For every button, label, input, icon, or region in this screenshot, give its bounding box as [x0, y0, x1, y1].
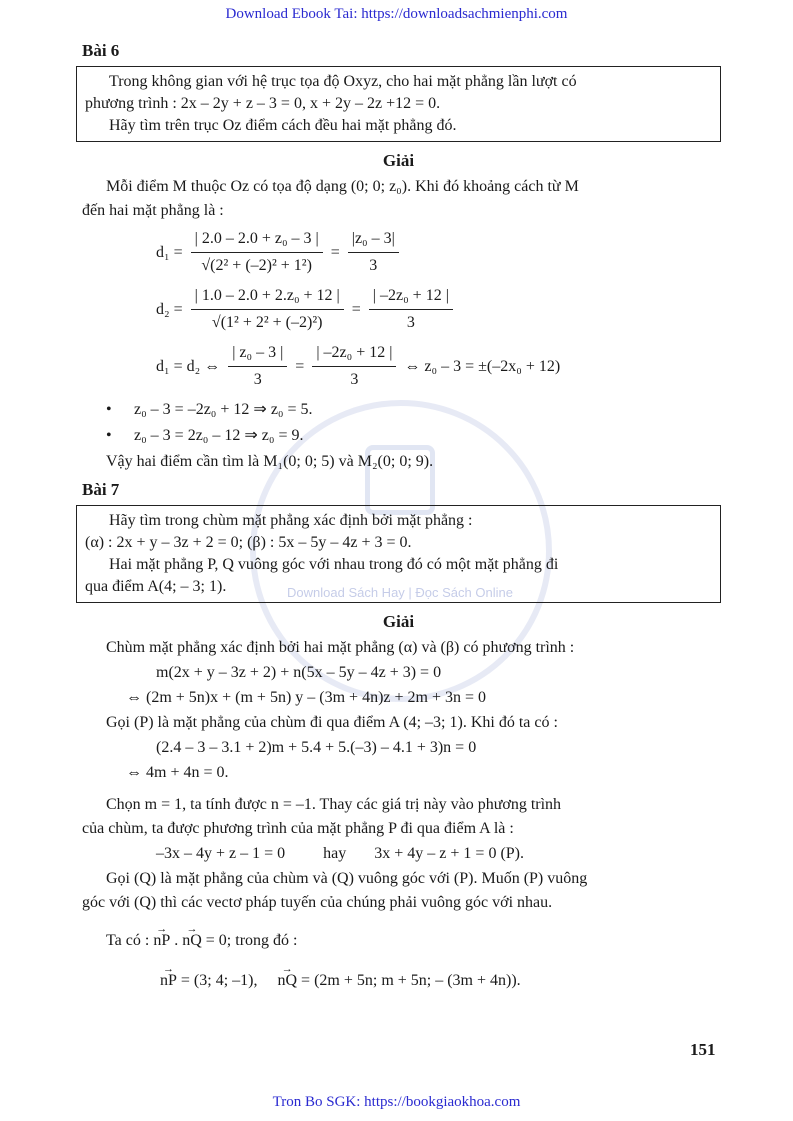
equation: (2.4 – 3 – 3.1 + 2)m + 5.4 + 5.(–3) – 4.1 + 3)n = 0	[156, 739, 477, 756]
paragraph: Gọi (P) là mặt phẳng của chùm đi qua điểm A (4; –3; 1). Khi đó ta có :	[106, 714, 558, 731]
equation-normal-vectors	[160, 970, 721, 992]
equation-dot-product	[106, 930, 721, 952]
denominator: √(2² + (–2)² + 1²)	[201, 257, 312, 274]
equation-block	[156, 228, 721, 391]
conclusion: Vậy hai điểm cần tìm là M₁(0; 0; 5) và M₂(0; 0; 9).	[106, 453, 434, 470]
paragraph: Gọi (Q) là mặt phẳng của chùm và (Q) vuông góc với (P). Muốn (P) vuông	[106, 870, 588, 887]
equation-d1-d2	[156, 342, 721, 391]
exercise-7-line: Hãy tìm trong chùm mặt phẳng xác định bởi mặt phẳng :	[109, 512, 473, 529]
equation: ⇔ (2m + 5n)x + (m + 5n) y – (3m + 4n)z + 2m + 3n = 0	[126, 689, 487, 706]
eq-part: 3x + 4y – z + 1 = 0 (P).	[374, 845, 524, 862]
paragraph: Chùm mặt phẳng xác định bởi hai mặt phẳng (α) và (β) có phương trình :	[106, 639, 575, 656]
exercise-6-box	[76, 66, 721, 142]
eq-part: = (2m + 5n; m + 5n; – (3m + 4n)).	[301, 972, 521, 989]
eq-rhs: ⇔ z₀ – 3 = ±(–2x₀ + 12)	[404, 357, 561, 375]
equals-sign: =	[330, 243, 340, 261]
equation-d2	[156, 285, 721, 334]
equation-plane-p	[76, 843, 721, 865]
page-content	[76, 40, 721, 992]
eq-lhs: d₁ = d₂ ⇔	[156, 357, 221, 375]
equals-sign: =	[351, 300, 361, 318]
bullet-item	[106, 399, 721, 421]
numerator: | –2z₀ + 12 |	[312, 342, 396, 367]
exercise-6-line: phương trình : 2x – 2y + z – 3 = 0, x + 2y – 2z +12 = 0.	[85, 95, 441, 112]
page-number: 151	[690, 1040, 716, 1059]
equation: m(2x + y – 3z + 2) + n(5x – 5y – 4z + 3) = 0	[156, 664, 442, 681]
exercise-7-line: Hai mặt phẳng P, Q vuông góc với nhau trong đó có một mặt phẳng đi	[109, 556, 559, 573]
watermark-text: Download Sách Hay | Đọc Sách Online	[287, 585, 513, 600]
numerator: | z₀ – 3 |	[228, 342, 287, 367]
denominator: 3	[406, 314, 415, 331]
exercise-6-line: Trong không gian với hệ trục tọa độ Oxyz, cho hai mặt phẳng lần lượt có	[109, 73, 577, 90]
exercise-7-box	[76, 505, 721, 603]
eq-lhs: d₂ =	[156, 300, 183, 318]
numerator: | –2z₀ + 12 |	[369, 285, 453, 310]
bullet-item	[106, 425, 721, 447]
eq-part: = (3; 4; –1),	[180, 972, 258, 989]
numerator: | 2.0 – 2.0 + z₀ – 3 |	[191, 228, 323, 253]
denominator: √(1² + 2² + (–2)²)	[211, 314, 323, 331]
exercise-7-line: (α) : 2x + y – 3z + 2 = 0; (β) : 5x – 5y – 4z + 3 = 0.	[85, 534, 412, 551]
vector-np: → nP	[153, 930, 170, 952]
paragraph: Chọn m = 1, ta tính được n = –1. Thay các giá trị này vào phương trình	[106, 796, 562, 813]
bullet-icon: •	[106, 427, 112, 444]
eq-part: –3x – 4y + z – 1 = 0	[156, 845, 286, 862]
fraction	[348, 228, 399, 277]
eq-part: hay	[323, 845, 347, 862]
exercise-6-title: Bài 6	[82, 41, 120, 60]
solution-6-title: Giải	[382, 151, 415, 170]
header-link[interactable]: Download Ebook Tai: https://downloadsachmienphi.com	[225, 6, 568, 22]
exercise-6-line: Hãy tìm trên trục Oz điểm cách đều hai mặt phẳng đó.	[109, 117, 457, 134]
eq-part: Ta có :	[106, 932, 150, 949]
fraction	[369, 285, 453, 334]
numerator: |z₀ – 3|	[348, 228, 399, 253]
numerator: | 1.0 – 2.0 + 2.z₀ + 12 |	[191, 285, 344, 310]
paragraph: góc với (Q) thì các vectơ pháp tuyến của chúng phải vuông góc với nhau.	[82, 894, 553, 911]
footer-link[interactable]: Tron Bo SGK: https://bookgiaokhoa.com	[272, 1094, 521, 1110]
eq-part: = 0; trong đó :	[205, 932, 298, 949]
bullet-text: z₀ – 3 = 2z₀ – 12 ⇒ z₀ = 9.	[134, 427, 304, 444]
fraction	[191, 285, 344, 334]
eq-lhs: d₁ =	[156, 243, 183, 261]
eq-part: .	[174, 932, 179, 949]
vector-nq: → nQ	[277, 970, 297, 992]
solution-7-title: Giải	[382, 612, 415, 631]
denominator: 3	[350, 371, 359, 388]
paragraph: của chùm, ta được phương trình của mặt phẳng P đi qua điểm A là :	[82, 820, 514, 837]
fraction	[312, 342, 396, 391]
bullet-text: z₀ – 3 = –2z₀ + 12 ⇒ z₀ = 5.	[134, 401, 313, 418]
denominator: 3	[253, 371, 262, 388]
equals-sign: =	[295, 357, 305, 375]
exercise-7-line: qua điểm A(4; – 3; 1).	[85, 578, 227, 595]
exercise-7-title: Bài 7	[82, 480, 120, 499]
vector-nq: → nQ	[182, 930, 202, 952]
vector-np: → nP	[160, 970, 177, 992]
equation: ⇔ 4m + 4n = 0.	[126, 764, 229, 781]
fraction	[191, 228, 323, 277]
paragraph: Mỗi điểm M thuộc Oz có tọa độ dạng (0; 0; z₀). Khi đó khoảng cách từ M	[106, 178, 579, 195]
paragraph: đến hai mặt phẳng là :	[82, 202, 224, 219]
bullet-icon: •	[106, 401, 112, 418]
fraction	[228, 342, 287, 391]
equation-d1	[156, 228, 721, 277]
denominator: 3	[369, 257, 378, 274]
